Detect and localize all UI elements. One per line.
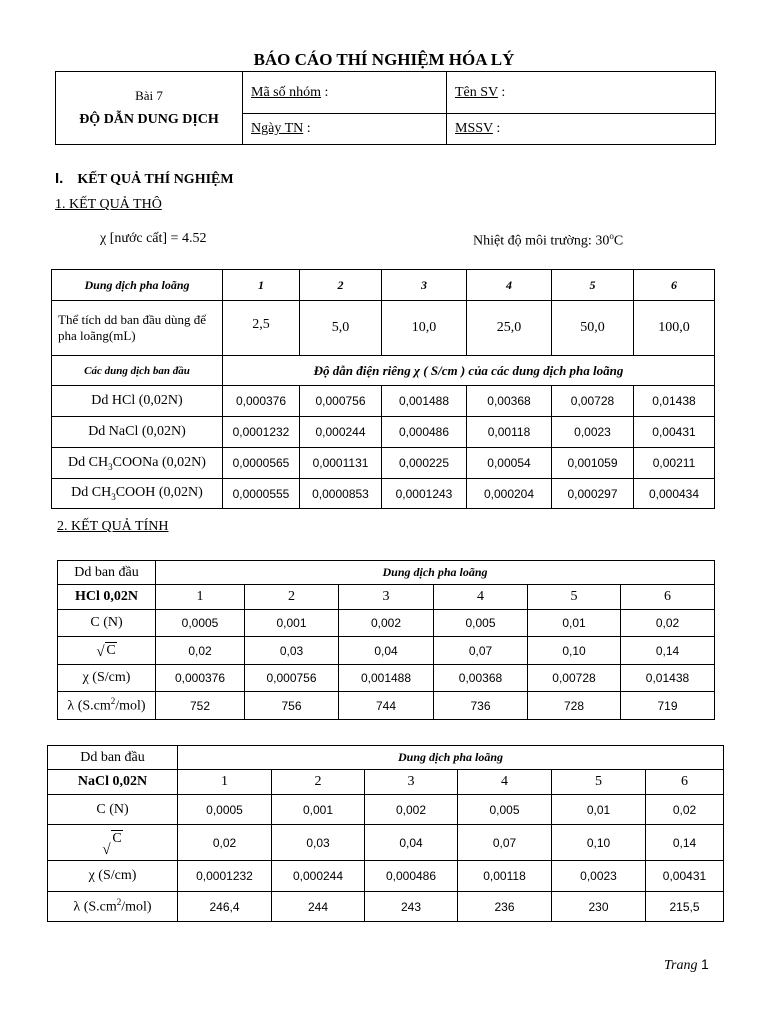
table-row [48,825,724,861]
value-cell: 0,0000565 [223,448,300,479]
value-cell: 0,00368 [467,386,552,417]
row-label: C (N) [58,610,156,637]
value-cell: 0,02 [621,610,715,637]
value-cell: 0,0001131 [300,448,382,479]
value-cell: 0,002 [365,795,458,825]
value-cell: 0,002 [339,610,434,637]
col-header: 1 [223,270,300,301]
volume-cell: 25,0 [467,301,552,356]
id-cell [447,114,716,145]
dilution-header-row [52,270,715,301]
value-cell: 0,07 [434,637,528,665]
col-header: 4 [458,770,552,795]
sqrt-symbol: √ C [96,642,116,660]
student-label: Tên SV [455,84,498,100]
value-cell: 752 [156,692,245,720]
value-cell: 0,01 [552,795,646,825]
col-header: 6 [646,770,724,795]
raw-results-table [51,269,715,509]
value-cell: 736 [434,692,528,720]
value-cell: 0,00728 [552,386,634,417]
value-cell: 0,001488 [339,665,434,692]
value-cell: 744 [339,692,434,720]
lambda-sup: 2 [116,897,122,908]
sqrt-label: C [106,642,116,658]
volume-row [52,301,715,356]
temp-degree: o [609,231,614,241]
value-cell: 0,000204 [467,479,552,509]
id-label: MSSV [455,121,493,136]
value-cell: 0,03 [272,825,365,861]
table-row [52,417,715,448]
solution-name [52,448,223,479]
value-cell: 0,03 [245,637,339,665]
volume-label: Thể tích dd ban đầu dùng để pha loãng(mL) [52,301,223,356]
value-cell: 0,00118 [458,861,552,892]
value-cell: 0,00431 [646,861,724,892]
col-header: 5 [552,270,634,301]
value-cell: 0,001 [245,610,339,637]
formula-part: COOH (0,02N) [115,485,203,501]
hcl-cols-row [58,585,715,610]
value-cell: 0,000244 [300,417,382,448]
value-cell: 0,01438 [634,386,715,417]
value-cell: 0,000486 [365,861,458,892]
col-header: 3 [339,585,434,610]
volume-cell: 50,0 [552,301,634,356]
value-cell: 243 [365,892,458,922]
value-cell: 0,000434 [634,479,715,509]
value-cell: 0,04 [339,637,434,665]
value-cell: 0,02 [178,825,272,861]
value-cell: 0,000486 [382,417,467,448]
page-footer [664,956,709,974]
solution-name: NaCl 0,02N [48,770,178,795]
value-cell: 244 [272,892,365,922]
date-cell [243,114,447,145]
value-cell: 0,000376 [223,386,300,417]
footer-label: Trang [664,958,701,973]
table-row [48,861,724,892]
value-cell: 756 [245,692,339,720]
group-colon: : [321,84,329,100]
sqrt-symbol: √ C [102,830,122,858]
col-header: 2 [300,270,382,301]
nacl-header-row [48,746,724,770]
value-cell: 0,02 [646,795,724,825]
value-cell: 246,4 [178,892,272,922]
nacl-cols-row [48,770,724,795]
value-cell: 0,01 [528,610,621,637]
col-header: 2 [272,770,365,795]
water-conductivity: χ [nước cất] = 4.52 [100,231,207,246]
value-cell: 728 [528,692,621,720]
group-label: Mã số nhóm [251,84,321,100]
row-label [58,637,156,665]
date-colon: : [303,121,311,136]
calculated-results-heading: 2. KẾT QUẢ TÍNH [57,519,169,534]
value-cell: 0,01438 [621,665,715,692]
formula-part: Dd CH [71,485,112,501]
table-row [58,637,715,665]
col-header: 4 [467,270,552,301]
value-cell: 0,001488 [382,386,467,417]
value-cell: 0,00118 [467,417,552,448]
lambda-part: /mol) [115,698,146,714]
page-number: 1 [700,956,709,972]
col-header: 1 [156,585,245,610]
formula-subscript: 3 [108,461,113,472]
row-label: χ (S/cm) [58,665,156,692]
page-title: BÁO CÁO THÍ NGHIỆM HÓA LÝ [253,50,515,69]
lambda-sup: 2 [110,696,116,707]
table-row [58,665,715,692]
table-row [52,386,715,417]
value-cell: 0,00054 [467,448,552,479]
raw-results-heading: 1. KẾT QUẢ THÔ [55,197,162,212]
lesson-cell [56,72,243,145]
value-cell: 0,0023 [552,417,634,448]
value-cell: 0,14 [621,637,715,665]
initial-label: Dd ban đầu [48,746,178,770]
value-cell: 0,001 [272,795,365,825]
row-label [48,825,178,861]
nacl-table [47,745,724,922]
formula-subscript: 3 [111,491,116,502]
solution-name: Dd NaCl (0,02N) [52,417,223,448]
dilution-label: Dung dịch pha loãng [178,746,724,770]
formula-part: Dd CH [68,454,109,470]
value-cell: 0,07 [458,825,552,861]
hcl-header-row [58,561,715,585]
hcl-table [57,560,715,720]
student-cell [447,72,716,114]
student-colon: : [497,84,506,100]
value-cell: 0,000756 [300,386,382,417]
id-colon: : [492,121,501,136]
lambda-part: λ (S.cm [73,899,117,915]
header-table [55,71,716,145]
value-cell: 0,00211 [634,448,715,479]
value-cell: 0,0001232 [223,417,300,448]
col-header: 2 [245,585,339,610]
value-cell: 230 [552,892,646,922]
volume-cell: 10,0 [382,301,467,356]
dilution-label: Dung dịch pha loãng [52,270,223,301]
row-label: χ (S/cm) [48,861,178,892]
value-cell: 0,000376 [156,665,245,692]
solution-name: HCl 0,02N [58,585,156,610]
volume-cell: 100,0 [634,301,715,356]
table-row [48,795,724,825]
dilution-label: Dung dịch pha loãng [156,561,715,585]
temp-unit: C [613,233,624,249]
value-cell: 0,00728 [528,665,621,692]
value-cell: 0,0000853 [300,479,382,509]
value-cell: 0,0000555 [223,479,300,509]
table-row [48,892,724,922]
value-cell: 0,000297 [552,479,634,509]
table-row [58,692,715,720]
section-number: I. [55,170,64,187]
col-header: 5 [528,585,621,610]
value-cell: 0,000225 [382,448,467,479]
value-cell: 0,02 [156,637,245,665]
col-header: 6 [634,270,715,301]
table-row [52,448,715,479]
initial-solutions-label: Các dung dịch ban đầu [52,356,223,386]
value-cell: 215,5 [646,892,724,922]
temp-text: Nhiệt độ môi trường: 30 [473,233,610,249]
value-cell: 0,005 [434,610,528,637]
sqrt-label: C [112,830,122,846]
conductivity-header-row [52,356,715,386]
solution-name: Dd HCl (0,02N) [52,386,223,417]
date-label: Ngày TN [251,121,304,136]
section-heading [55,170,234,188]
value-cell: 0,000244 [272,861,365,892]
lambda-part: /mol) [121,899,152,915]
value-cell: 0,10 [528,637,621,665]
value-cell: 0,001059 [552,448,634,479]
value-cell: 0,04 [365,825,458,861]
value-cell: 0,005 [458,795,552,825]
col-header: 3 [365,770,458,795]
value-cell: 0,0023 [552,861,646,892]
group-cell [243,72,447,114]
value-cell: 0,0001243 [382,479,467,509]
value-cell: 0,0005 [178,795,272,825]
value-cell: 0,00368 [434,665,528,692]
value-cell: 0,10 [552,825,646,861]
table-row [52,479,715,509]
ambient-temperature [473,231,623,250]
initial-label: Dd ban đầu [58,561,156,585]
formula-part: COONa (0,02N) [112,454,206,470]
row-label [48,892,178,922]
value-cell: 0,0005 [156,610,245,637]
value-cell: 0,14 [646,825,724,861]
row-label: C (N) [48,795,178,825]
value-cell: 0,000756 [245,665,339,692]
volume-cell: 2,5 [223,301,300,356]
lesson-number: Bài 7 [135,88,163,103]
table-row [58,610,715,637]
conductivity-label: Độ dẫn điện riêng χ ( S/cm ) của các dung dịch pha loãng [223,356,715,386]
solution-name [52,479,223,509]
row-label [58,692,156,720]
lambda-part: λ (S.cm [67,698,111,714]
col-header: 4 [434,585,528,610]
col-header: 3 [382,270,467,301]
volume-cell: 5,0 [300,301,382,356]
lesson-name: ĐỘ DẪN DUNG DỊCH [79,112,219,127]
col-header: 5 [552,770,646,795]
value-cell: 0,0001232 [178,861,272,892]
section-title: KẾT QUẢ THÍ NGHIỆM [77,172,234,187]
value-cell: 719 [621,692,715,720]
col-header: 6 [621,585,715,610]
value-cell: 236 [458,892,552,922]
value-cell: 0,00431 [634,417,715,448]
col-header: 1 [178,770,272,795]
